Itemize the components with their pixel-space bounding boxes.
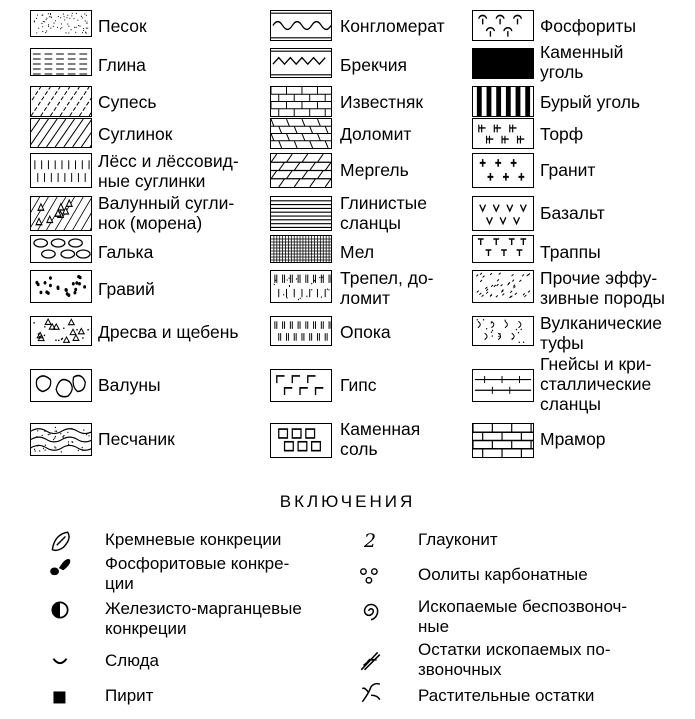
- inclusion-icon-кремневые: [48, 530, 72, 554]
- inclusion-label-line: Железисто-марганцевые: [105, 599, 302, 618]
- legend-label-line: ные суглинки: [98, 171, 206, 191]
- legend-label-глинистые-сланцы: [340, 193, 427, 233]
- legend-label-line: Брекчия: [340, 55, 407, 75]
- legend-label-фосфориты: [540, 16, 636, 36]
- legend-swatch-известняк: [270, 86, 332, 117]
- legend-swatch-базальт: [472, 196, 534, 231]
- legend-label-бурый-уголь: [540, 92, 640, 112]
- legend-label-line: Известняк: [340, 92, 423, 112]
- inclusion-label-line: звоночных: [418, 660, 502, 679]
- legend-swatch-фосфориты: [472, 10, 534, 41]
- inclusion-icon-глауконит: [358, 530, 382, 554]
- legend-label-галька: [98, 242, 153, 262]
- legend-label-line: Валунный сугли-: [98, 193, 235, 213]
- legend-label-line: Базальт: [540, 203, 605, 223]
- legend-swatch-мрамор: [472, 423, 534, 458]
- legend-label-каменный-уголь: [540, 42, 623, 82]
- legend-swatch-валунный-суглинок: [30, 196, 92, 231]
- legend-label-доломит: [340, 124, 411, 144]
- legend-label-мергель: [340, 160, 409, 180]
- legend-label-line: Фосфориты: [540, 16, 637, 36]
- legend-label-line: Лёсс и лёссовид-: [98, 151, 239, 171]
- legend-label-line: Глина: [98, 55, 146, 75]
- inclusion-label-line: Пирит: [105, 686, 154, 705]
- inclusion-label-оолиты: [418, 565, 588, 585]
- legend-swatch-суглинок: [30, 118, 92, 148]
- legend-label-line: Вулканические: [540, 313, 663, 333]
- legend-label-line: Мергель: [340, 160, 409, 180]
- legend-label-line: Мел: [340, 242, 375, 262]
- legend-swatch-брекчия: [270, 48, 332, 78]
- inclusion-label-глауконит: [418, 530, 498, 550]
- legend-label-line: Мрамор: [540, 429, 606, 449]
- legend-label-line: Песок: [98, 16, 147, 36]
- legend-label-line: ломит: [340, 288, 390, 308]
- legend-swatch-глина: [30, 48, 92, 76]
- legend-swatch-опока: [270, 316, 332, 346]
- legend-swatch-гипс: [270, 369, 332, 402]
- legend-label-line: Опока: [340, 322, 391, 342]
- legend-label-line: сланцы: [340, 213, 401, 233]
- legend-swatch-доломит: [270, 118, 332, 149]
- inclusion-label-line: Фосфоритовые конкре-: [105, 554, 290, 573]
- legend-swatch-гравий: [30, 270, 92, 303]
- inclusion-label-слюда: [105, 651, 159, 671]
- legend-label-валуны: [98, 375, 161, 395]
- legend-label-line: уголь: [540, 62, 584, 82]
- legend-label-line: Дресва и щебень: [98, 322, 239, 342]
- legend-label-каменная-соль: [340, 419, 420, 459]
- legend-swatch-трепел: [270, 270, 332, 303]
- legend-label-line: Прочие эффу-: [540, 268, 658, 288]
- legend-label-песчаник: [98, 429, 175, 449]
- inclusion-icon-позвоночные: [358, 648, 382, 672]
- legend-label-супесь: [98, 92, 156, 112]
- inclusion-label-line: ции: [105, 574, 134, 593]
- legend-label-line: нок (морена): [98, 213, 203, 233]
- inclusion-label-line: Ископаемые беспозвоноч-: [418, 597, 628, 616]
- legend-label-гравий: [98, 279, 155, 299]
- legend-label-глина: [98, 55, 146, 75]
- inclusion-label-пирит: [105, 686, 153, 706]
- legend-label-базальт: [540, 203, 605, 223]
- legend-swatch-бурый-уголь: [472, 86, 534, 117]
- legend-swatch-валуны: [30, 369, 92, 402]
- legend-label-опока: [340, 322, 391, 342]
- legend-swatch-глинистые-сланцы: [270, 196, 332, 231]
- legend-swatch-прочие-эффузивные-породы: [472, 270, 534, 303]
- legend-label-траппы: [540, 242, 601, 262]
- inclusion-icon-слюда: [48, 650, 72, 674]
- legend-label-трепел: [340, 268, 434, 308]
- legend-label-песок: [98, 16, 147, 36]
- legend-swatch-гнейсы: [472, 369, 534, 402]
- legend-label-вулканические-туфы: [540, 313, 662, 353]
- legend-label-суглинок: [98, 124, 172, 144]
- legend-label-мрамор: [540, 429, 606, 449]
- legend-label-line: Доломит: [340, 124, 412, 144]
- legend-label-line: Гравий: [98, 279, 155, 299]
- inclusion-label-line: Остатки ископаемых по-: [418, 640, 611, 659]
- legend-label-line: Галька: [98, 242, 154, 262]
- legend-label-line: Трепел, до-: [340, 268, 434, 288]
- inclusion-label-line: Растительные остатки: [418, 686, 595, 705]
- legend-label-line: Конгломерат: [340, 16, 445, 36]
- legend-label-прочие-эффузивные-породы: [540, 268, 665, 308]
- legend-label-конгломерат: [340, 16, 445, 36]
- inclusion-label-фосфоритовые: [105, 554, 289, 594]
- legend-label-line: сланцы: [540, 394, 601, 414]
- legend-swatch-песок: [30, 10, 92, 37]
- inclusion-label-line: конкреции: [105, 619, 187, 638]
- legend-label-line: Каменная: [340, 419, 421, 439]
- legend-label-line: Суглинок: [98, 124, 173, 144]
- legend-label-гранит: [540, 160, 595, 180]
- legend-swatch-супесь: [30, 86, 92, 117]
- inclusion-label-line: Слюда: [105, 651, 159, 670]
- inclusion-label-line: Глауконит: [418, 530, 498, 549]
- legend-swatch-торф: [472, 118, 534, 149]
- inclusion-icon-растительные: [358, 680, 382, 704]
- inclusion-icon-пирит: [48, 686, 72, 710]
- legend-label-мел: [340, 242, 374, 262]
- legend-label-line: Гранит: [540, 160, 596, 180]
- legend-swatch-песчаник: [30, 423, 92, 456]
- legend-swatch-дресва: [30, 316, 92, 346]
- glauconite-mark: 2: [364, 530, 377, 552]
- inclusions-title: ВКЛЮЧЕНИЯ: [279, 492, 416, 511]
- legend-swatch-траппы: [472, 235, 534, 263]
- legend-swatch-галька: [30, 235, 92, 263]
- legend-label-line: зивные породы: [540, 288, 666, 308]
- inclusion-label-позвоночные: [418, 640, 611, 680]
- inclusion-label-line: Кремневые конкреции: [105, 530, 282, 549]
- legend-label-лёсс: [98, 151, 239, 191]
- legend-label-line: Гнейсы и кри-: [540, 354, 652, 374]
- inclusion-label-железисто: [105, 599, 302, 639]
- legend-label-известняк: [340, 92, 423, 112]
- legend-swatch-мергель: [270, 153, 332, 188]
- inclusion-icon-беспозвоночные: [358, 599, 382, 623]
- legend-label-line: Валуны: [98, 375, 161, 395]
- legend-label-line: Глинистые: [340, 193, 427, 213]
- inclusion-label-кремневые: [105, 530, 281, 550]
- inclusion-icon-железисто: [48, 598, 72, 622]
- legend-label-line: Супесь: [98, 92, 157, 112]
- legend-swatch-каменная-соль: [270, 423, 332, 458]
- legend-label-line: соль: [340, 439, 378, 459]
- legend-swatch-лёсс: [30, 153, 92, 188]
- legend-swatch-вулканические-туфы: [472, 316, 534, 346]
- legend-label-дресва: [98, 322, 238, 342]
- legend-swatch-каменный-уголь: [472, 48, 534, 79]
- legend-swatch-мел: [270, 235, 332, 263]
- legend-label-валунный-суглинок: [98, 193, 234, 233]
- legend-label-брекчия: [340, 55, 407, 75]
- inclusion-icon-фосфоритовые: [48, 555, 72, 579]
- inclusion-label-line: ные: [418, 617, 450, 636]
- legend-label-line: Торф: [540, 124, 584, 144]
- legend-swatch-конгломерат: [270, 10, 332, 41]
- legend-swatch-гранит: [472, 153, 534, 188]
- legend-label-line: Песчаник: [98, 429, 175, 449]
- legend-label-line: Гипс: [340, 375, 377, 395]
- legend-label-line: туфы: [540, 333, 584, 353]
- legend-label-гипс: [340, 375, 377, 395]
- legend-label-гнейсы: [540, 354, 652, 414]
- inclusion-label-беспозвоночные: [418, 597, 627, 637]
- legend-label-line: сталлические: [540, 374, 652, 394]
- inclusion-label-line: Оолиты карбонатные: [418, 565, 588, 584]
- inclusion-label-растительные: [418, 686, 594, 706]
- legend-label-line: Бурый уголь: [540, 92, 641, 112]
- inclusion-icon-оолиты: [358, 565, 382, 589]
- legend-label-торф: [540, 124, 583, 144]
- legend-label-line: Траппы: [540, 242, 601, 262]
- legend-label-line: Каменный: [540, 42, 624, 62]
